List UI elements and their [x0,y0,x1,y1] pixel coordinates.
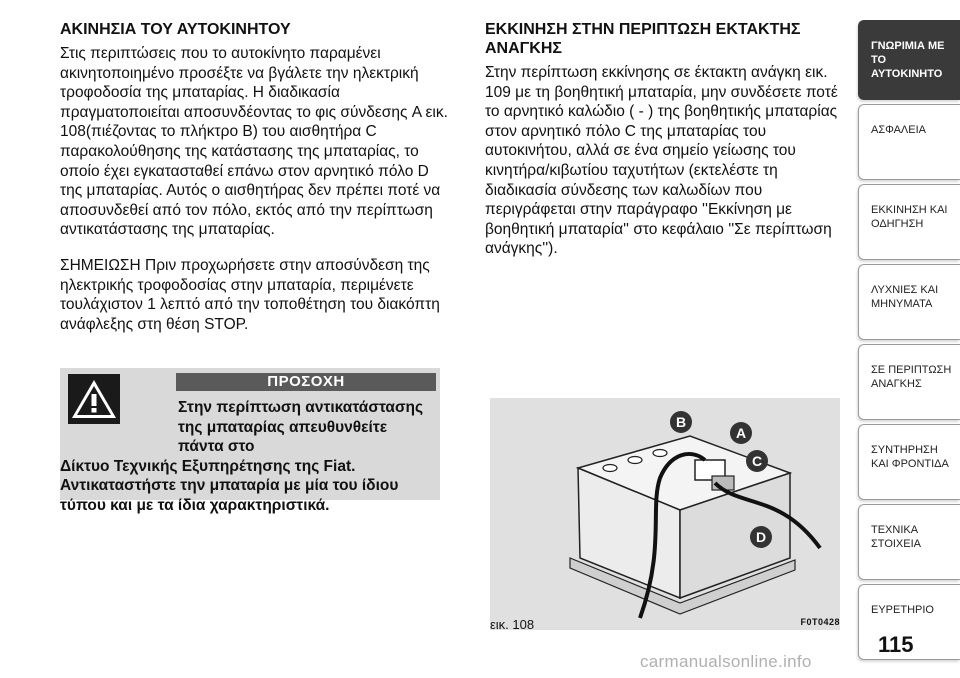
tab-maintenance[interactable] [858,424,960,500]
figure-code: F0T0428 [800,617,840,627]
left-column [60,20,450,350]
warning-title: ΠΡΟΣΟΧΗ [176,373,436,391]
tab-lights-messages[interactable] [858,264,960,340]
tab-label: ΣΕ ΠΕΡΙΠΤΩΣΗ ΑΝΑΓΚΗΣ [871,364,952,390]
tab-label: ΕΚΚΙΝΗΣΗ ΚΑΙ ΟΔΗΓΗΣΗ [871,204,948,230]
tab-label: ΣΥΝΤΗΡΗΣΗ ΚΑΙ ΦΡΟΝΤΙΔΑ [871,444,949,470]
immobility-paragraph: Στις περιπτώσεις που το αυτοκίνητο παραμένει ακινητοποιημένο προσέξτε να βγάλετε την ηλεκτρική τροφοδοσία της μπαταρίας. Η διαδικασία πραγματοποιείται αποσυνδέοντας το φις σύνδεσης A εικ. 108(πιέζοντας το πλήκτρο B) του αισθητήρα C παρακολούθησης της κατάστασης της μπαταρίας, το οποίο έχει εγκατασταθεί επάνω στον αρνητικό πόλο D της μπαταρίας. Αυτός ο αισθητήρας δεν πρέπει ποτέ να αποσυνδεθεί από τον πόλο, εκτός από την περίπτωση αντικατάστασης της μπαταρίας. [60,45,448,239]
section-heading-emergency-start: ΕΚΚΙΝΗΣΗ ΣΤΗΝ ΠΕΡΙΠΤΩΣΗ ΕΚΤΑΚΤΗΣ ΑΝΑΓΚΗΣ [485,21,801,57]
warning-text-line1: Στην περίπτωση αντικατάστασης της μπαταρίας απευθυνθείτε πάντα στο [178,399,424,456]
tab-getting-to-know[interactable] [858,20,960,100]
right-column [485,20,845,275]
section-heading-immobility: ΑΚΙΝΗΣΙΑ ΤΟΥ ΑΥΤΟΚΙΝΗΤΟΥ [60,21,291,38]
callout-b [670,411,692,433]
warning-text [60,398,432,516]
tab-technical-data[interactable] [858,504,960,580]
callout-c-label: C [751,453,763,469]
warning-box [60,368,440,514]
battery-figure [490,398,840,630]
battery-illustration [490,398,840,630]
callout-b-label: B [675,414,687,430]
tab-label: ΛΥΧΝΙΕΣ ΚΑΙ ΜΗΝΥΜΑΤΑ [871,284,939,310]
callout-a-label: A [735,425,747,441]
callout-d-label: D [755,529,767,545]
tab-label: ΑΣΦΑΛΕΙΑ [871,124,927,136]
callout-c [746,450,768,472]
warning-text-rest: Δίκτυο Τεχνικής Εξυπηρέτησης της Fiat. Αντικαταστήστε την μπαταρία με μία του ίδιου τύπου και με τα ίδια χαρακτηριστικά. [60,457,399,514]
emergency-start-paragraph: Στην περίπτωση εκκίνησης σε έκτακτη ανάγκη εικ. 109 με τη βοηθητική μπαταρία, μην συνδέσετε ποτέ το αρνητικό καλώδιο ( - ) της βοηθητικής μπαταρίας στον αρνητικό πόλο C της μπαταρίας του αυτοκινήτου, αλλά σε ένα σημείο γείωσης του κινητήρα/κιβωτίου ταχυτήτων (εκτελέστε τη διαδικασία σύνδεσης των καλωδίων που περιγράφεται στην παράγραφο ''Εκκίνηση με βοηθητική μπαταρία'' στο κεφάλαιο ''Σε περίπτωση ανάγκης''). [485,64,838,258]
tab-label: ΓΝΩΡΙΜΙΑ ΜΕ ΤΟ ΑΥΤΟΚΙΝΗΤΟ [871,40,945,80]
watermark: carmanualsonline.info [640,652,812,671]
tab-label: ΤΕΧΝΙΚΑ ΣΤΟΙΧΕΙΑ [871,524,921,550]
note-paragraph: ΣΗΜΕΙΩΣΗ Πριν προχωρήσετε στην αποσύνδεση της ηλεκτρικής τροφοδοσίας στην μπαταρία, περιμένετε τουλάχιστον 1 λεπτό από την τοποθέτηση του διακόπτη ανάφλεξης στη θέση STOP. [60,256,440,333]
callout-a [730,422,752,444]
figure-caption-row [490,617,840,632]
tab-starting-driving[interactable] [858,184,960,260]
figure-caption: εικ. 108 [490,617,535,632]
tab-label: ΕΥΡΕΤΗΡΙΟ [871,604,934,616]
callout-d [750,526,772,548]
page-number: 115 [878,632,914,657]
tab-safety[interactable] [858,104,960,180]
tab-emergency[interactable] [858,344,960,420]
